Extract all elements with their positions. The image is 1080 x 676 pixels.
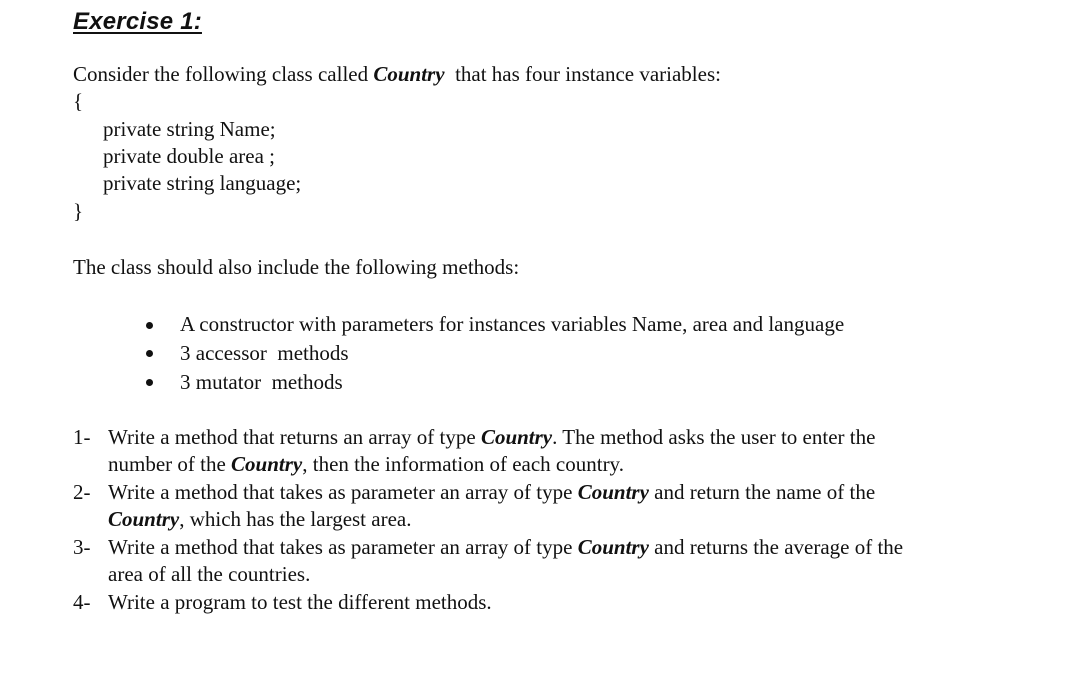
bullet-item-constructor: A constructor with parameters for instances variables Name, area and language [180,312,845,336]
item-1-text-2: number of the [108,452,232,476]
bullet-dot-icon [146,322,153,329]
intro-class-name: Country [373,62,445,86]
item-2-text-end: and return the name of the [648,480,876,504]
item-1-text: Write a method that returns an array of type [108,425,481,449]
bullet-dot-icon [146,379,153,386]
item-3-text: Write a method that takes as parameter an array of type [108,535,578,559]
item-1-class-name-2: Country [231,452,303,476]
item-number: 1- [73,425,91,449]
item-1-text-2-end: , then the information of each country. [302,452,624,476]
intro-sentence [73,61,721,88]
item-number: 3- [73,535,91,559]
code-line-area: private double area ; [103,144,275,168]
item-1-line-1 [108,424,875,451]
item-4-text: Write a program to test the different methods. [108,590,492,614]
item-2-class-name: Country [577,480,649,504]
item-3-text-2: area of all the countries. [108,562,311,586]
bullet-item-accessors: 3 accessor methods [180,341,349,365]
item-3-line-2 [108,561,310,588]
item-number: 2- [73,480,91,504]
code-line-name: private string Name; [103,117,276,141]
item-1-text-end: . The method asks the user to enter the [552,425,876,449]
code-line-language: private string language; [103,171,302,195]
item-3-class-name: Country [577,535,649,559]
item-4-line-1 [108,589,492,616]
item-1-line-2 [108,451,624,478]
item-3-text-end: and returns the average of the [648,535,904,559]
exercise-title: Exercise 1: [73,8,202,35]
intro-text-before: Consider the following class called [73,62,374,86]
code-close-brace: } [73,199,84,223]
item-3-line-1 [108,534,903,561]
item-2-line-2 [108,506,411,533]
methods-intro: The class should also include the following methods: [73,255,520,279]
item-2-text-2-end: , which has the largest area. [179,507,412,531]
item-number: 4- [73,590,91,614]
intro-text-after: that has four instance variables: [444,62,721,86]
item-2-class-name-2: Country [108,507,180,531]
item-1-class-name: Country [480,425,553,449]
code-open-brace: { [73,89,84,113]
item-2-text: Write a method that takes as parameter an array of type [108,480,578,504]
bullet-dot-icon [146,350,153,357]
bullet-item-mutators: 3 mutator methods [180,370,343,394]
item-2-line-1 [108,479,875,506]
